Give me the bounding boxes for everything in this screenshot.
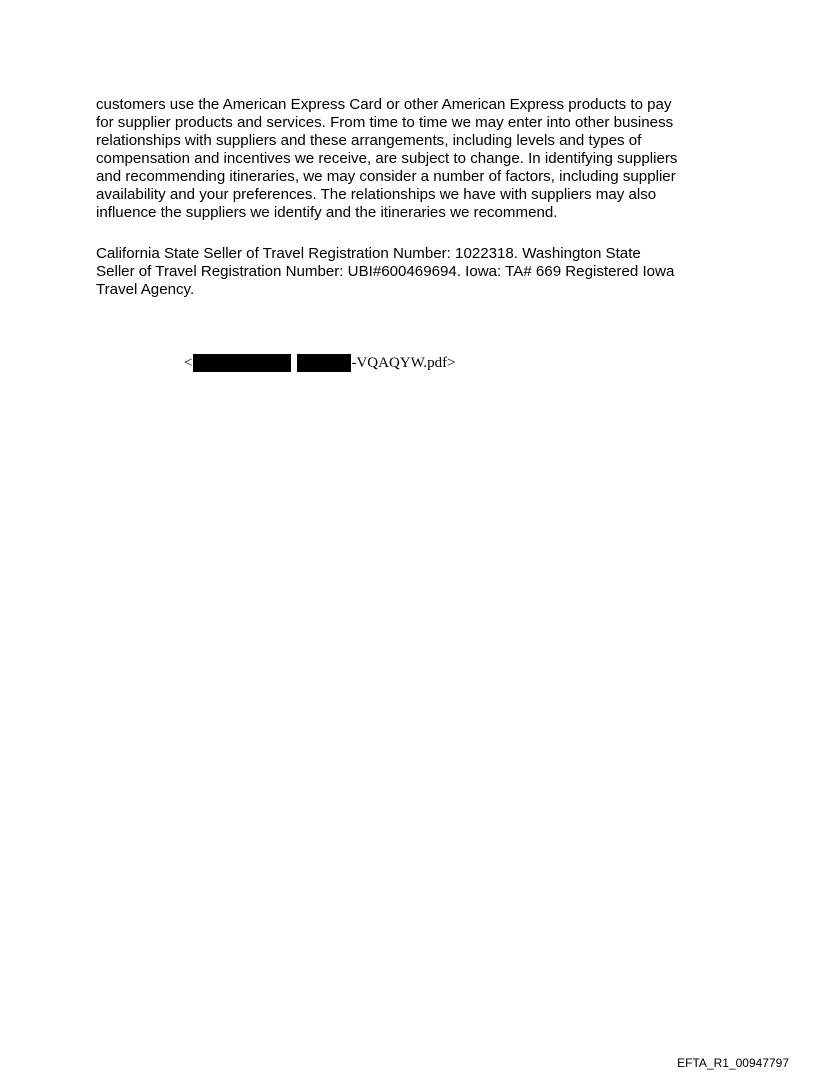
redaction-block bbox=[193, 354, 291, 372]
text-line: and recommending itineraries, we may consider a number of factors, including supplier bbox=[96, 168, 676, 185]
text-line: Travel Agency. bbox=[96, 281, 195, 298]
text-line: relationships with suppliers and these arrangements, including levels and types of bbox=[96, 132, 642, 149]
text-line: California State Seller of Travel Registration Number: 1022318. Washington State bbox=[96, 245, 641, 262]
redaction-block bbox=[297, 354, 351, 372]
attachment-suffix: -VQAQYW.pdf> bbox=[351, 355, 456, 371]
text-line: Seller of Travel Registration Number: UBI#600469694. Iowa: TA# 669 Registered Iowa bbox=[96, 263, 675, 280]
text-line: compensation and incentives we receive, are subject to change. In identifying suppliers bbox=[96, 150, 678, 167]
text-line: customers use the American Express Card or other American Express products to pay bbox=[96, 96, 672, 113]
registration-paragraph bbox=[96, 245, 736, 299]
document-id-footer: EFTA_R1_00947797 bbox=[677, 1056, 789, 1070]
attachment-filename bbox=[184, 354, 456, 372]
text-line: availability and your preferences. The relationships we have with suppliers may also bbox=[96, 186, 657, 203]
disclosure-paragraph bbox=[96, 96, 736, 222]
text-line: for supplier products and services. From time to time we may enter into other business bbox=[96, 114, 674, 131]
attachment-open-bracket: < bbox=[184, 355, 193, 371]
text-line: influence the suppliers we identify and the itineraries we recommend. bbox=[96, 204, 558, 221]
